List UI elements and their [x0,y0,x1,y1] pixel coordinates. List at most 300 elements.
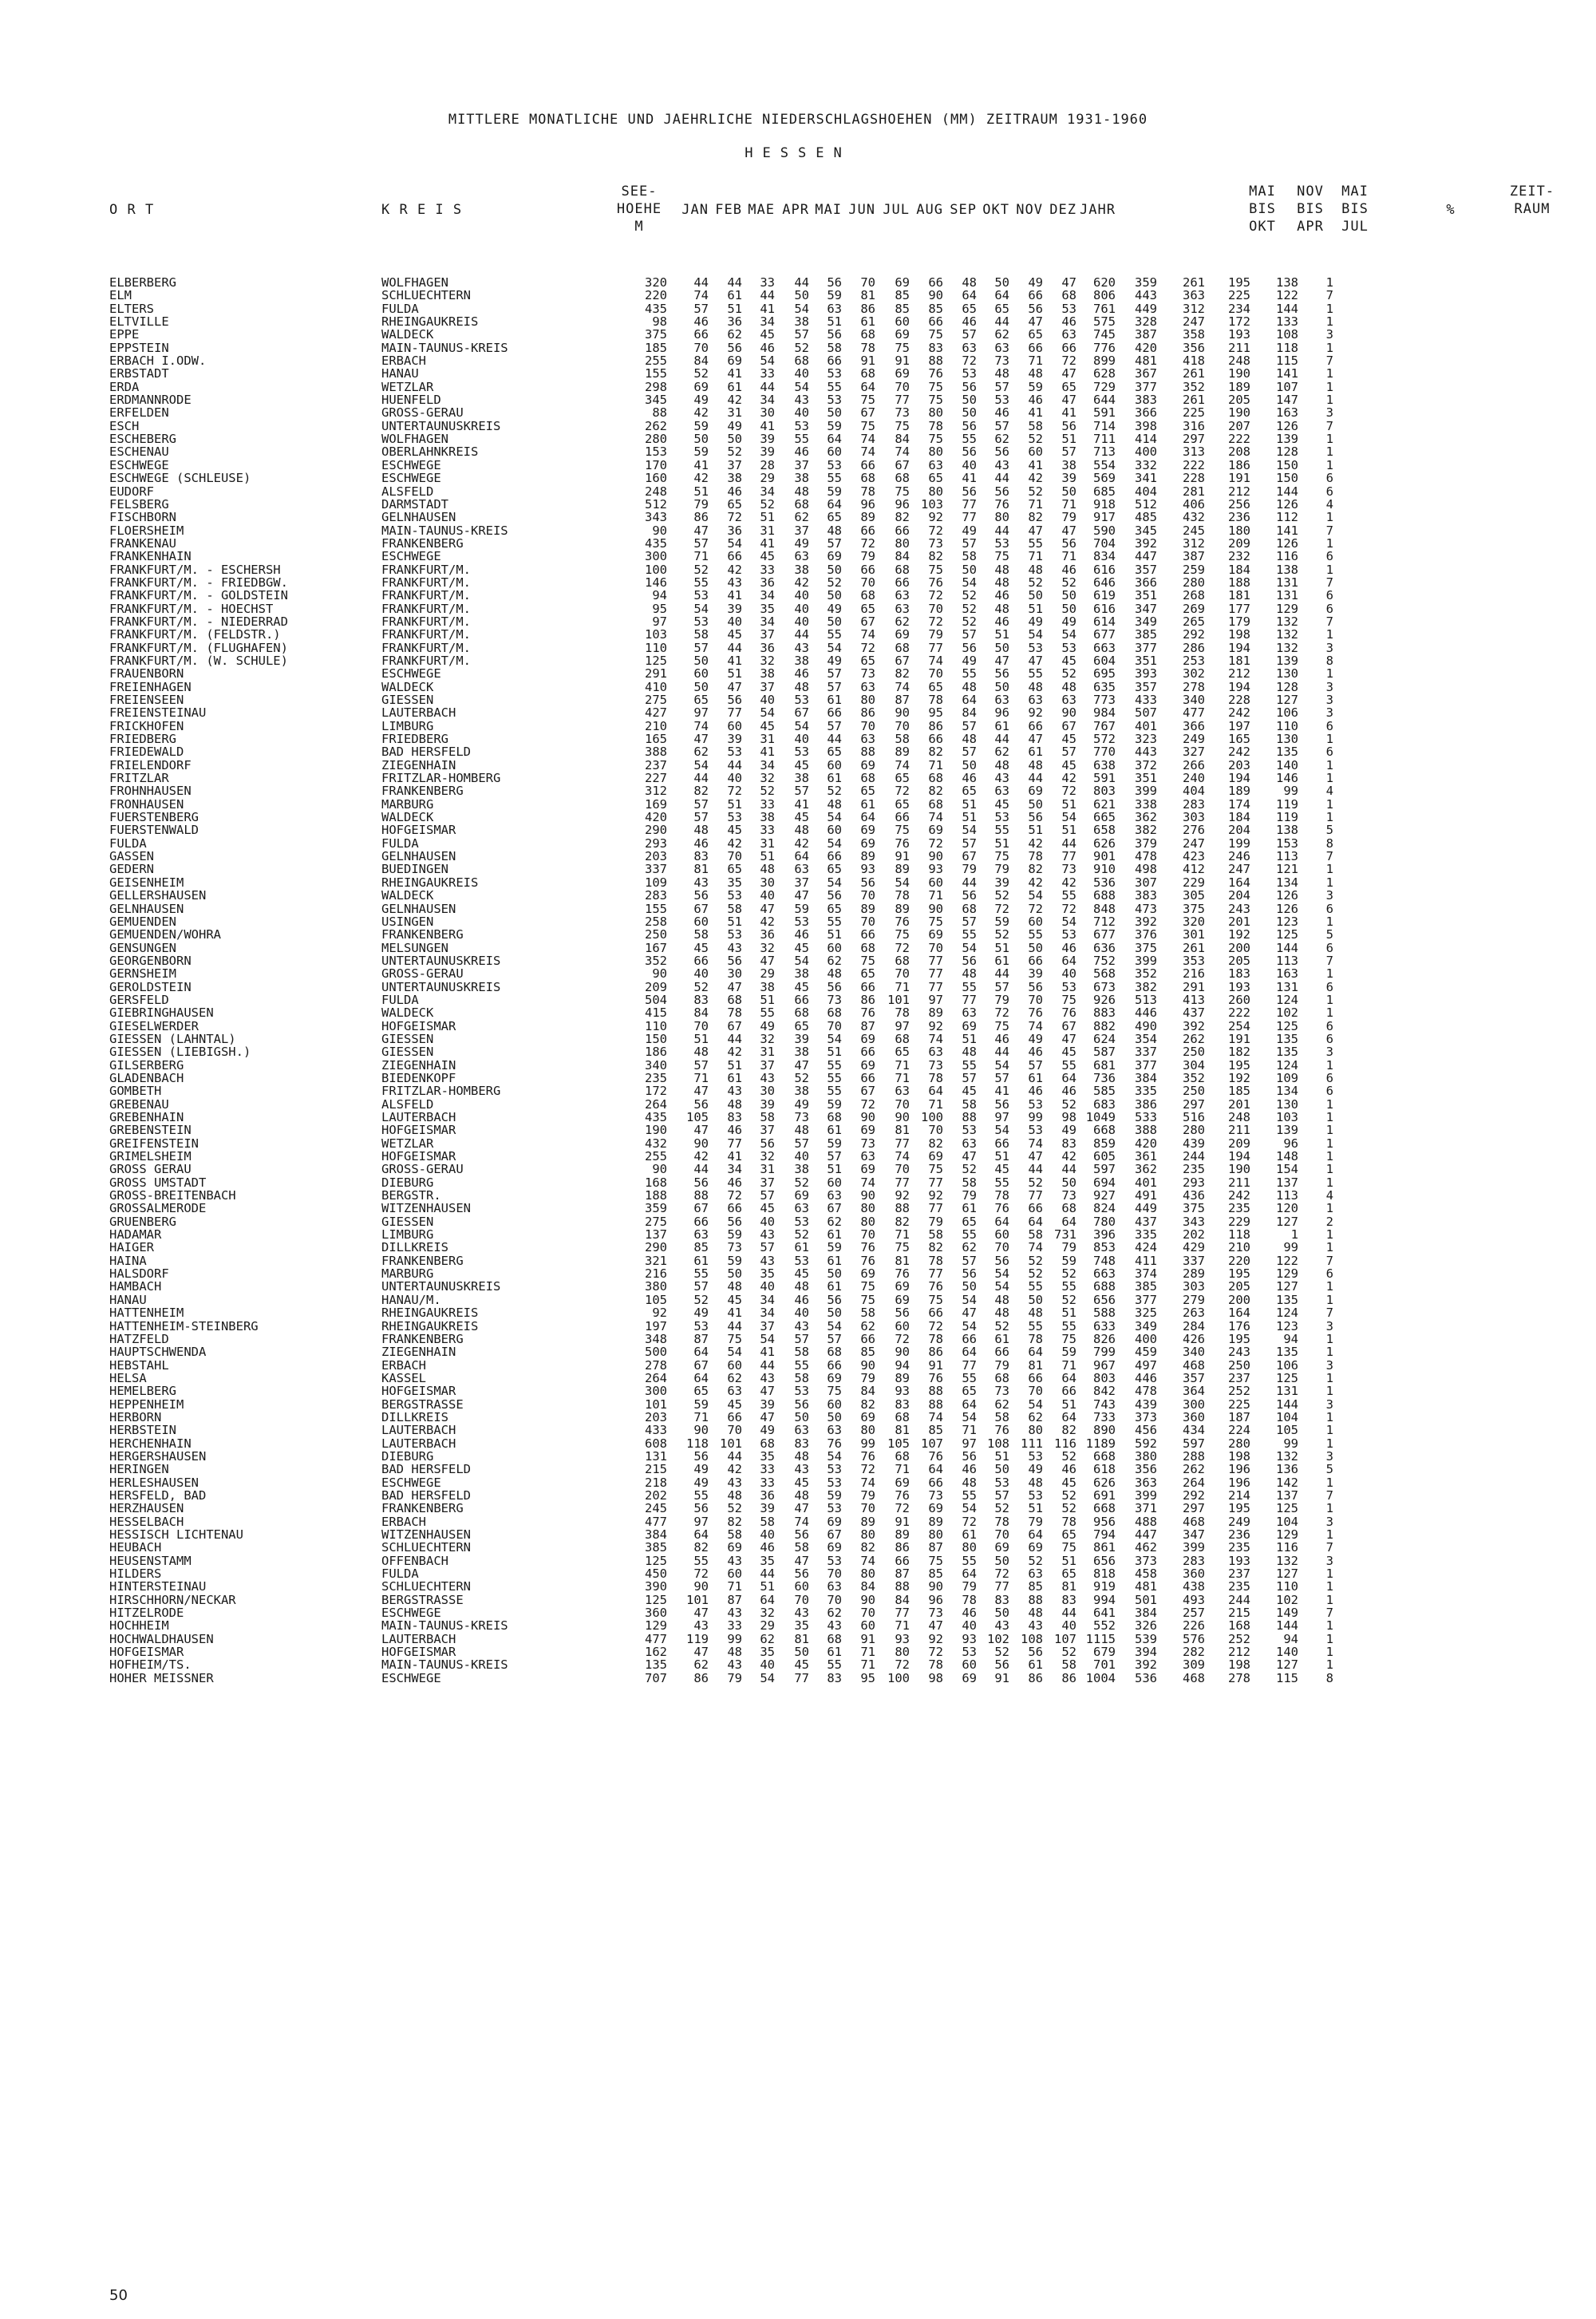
cell-value: 60 [794,1579,809,1594]
cell-value: 57 [994,418,1009,433]
cell-value: 90 [895,1110,910,1124]
cell-value: 40 [760,1527,775,1542]
cell-value: 268 [1183,588,1205,603]
cell-value: 63 [962,1136,977,1151]
cell-value: 53 [727,810,742,825]
cell-value: 71 [860,1657,875,1673]
cell-value: 733 [1093,1409,1116,1424]
cell-value: 75 [727,1331,742,1346]
cell-value: 575 [1093,314,1116,330]
cell-value: 679 [1093,1645,1116,1660]
cell-value: 341 [1135,471,1157,486]
cell-value: 288 [1183,1448,1205,1464]
cell-value: 68 [895,640,910,655]
cell-value: 50 [1061,484,1077,499]
cell-value: 43 [794,393,809,408]
cell-kreis: RHEINGAUKREIS [381,314,479,330]
cell-value: 65 [693,693,709,707]
cell-value: 427 [645,705,667,721]
cell-value: 418 [1183,354,1205,369]
cell-ort: EUDORF [109,484,154,499]
cell-value: 64 [1028,1345,1043,1360]
cell-value: 3 [1325,1357,1333,1373]
table-row [0,850,1596,863]
cell-value: 711 [1093,432,1116,447]
cell-value: 45 [760,1201,775,1216]
table-row [0,745,1596,758]
cell-value: 46 [1028,393,1043,408]
cell-value: 293 [645,836,667,851]
cell-value: 135 [1276,1345,1298,1360]
cell-value: 57 [794,1136,809,1151]
cell-value: 95 [860,1670,875,1685]
cell-value: 165 [1228,732,1250,747]
cell-value: 56 [994,1096,1009,1112]
cell-value: 101 [645,1397,667,1412]
cell-kreis: FULDA [381,992,419,1007]
cell-ort: GREIFENSTEIN [109,1136,199,1151]
cell-value: 113 [1276,849,1298,864]
cell-value: 129 [1276,1527,1298,1542]
cell-value: 40 [962,1618,977,1634]
table-row [0,406,1596,419]
cell-value: 127 [1276,1566,1298,1582]
cell-kreis: LIMBURG [381,1227,434,1242]
cell-value: 87 [693,1331,709,1346]
cell-value: 48 [794,1123,809,1138]
cell-ort: HERZHAUSEN [109,1501,184,1516]
cell-value: 234 [1228,301,1250,316]
cell-value: 35 [794,1618,809,1634]
cell-value: 38 [794,314,809,330]
cell-value: 44 [727,1318,742,1333]
cell-value: 890 [1093,1423,1116,1438]
cell-value: 420 [1135,1136,1157,1151]
cell-value: 66 [727,1201,742,1216]
cell-value: 38 [794,471,809,486]
cell-value: 45 [794,940,809,955]
cell-value: 6 [1325,718,1333,733]
header-seehoehe: SEE- [621,184,658,200]
cell-value: 352 [1183,1070,1205,1085]
cell-kreis: GROSS-GERAU [381,405,464,421]
cell-value: 48 [994,1306,1009,1321]
cell-value: 44 [727,1448,742,1464]
cell-value: 54 [727,535,742,551]
cell-value: 67 [1061,1018,1077,1033]
cell-value: 269 [1183,601,1205,616]
cell-value: 491 [1135,1188,1157,1203]
cell-value: 63 [994,693,1009,707]
cell-value: 6 [1325,979,1333,994]
cell-value: 220 [1228,1253,1250,1268]
cell-value: 236 [1228,510,1250,525]
cell-value: 60 [1028,444,1043,460]
cell-value: 61 [827,1123,842,1138]
cell-ort: ESCHWEGE [109,457,169,472]
cell-value: 52 [1028,575,1043,590]
cell-value: 65 [860,784,875,799]
cell-value: 423 [1183,849,1205,864]
cell-value: 300 [1183,1397,1205,1412]
cell-value: 51 [827,927,842,942]
table-body [0,276,1596,1685]
cell-value: 68 [962,901,977,916]
cell-kreis: MARBURG [381,796,434,812]
cell-value: 89 [928,1005,943,1021]
cell-value: 450 [645,1566,667,1582]
cell-value: 69 [727,354,742,369]
cell-ort: HALSDORF [109,1266,169,1282]
cell-value: 61 [827,1253,842,1268]
cell-value: 349 [1135,1318,1157,1333]
cell-value: 141 [1276,366,1298,381]
cell-value: 57 [693,1279,709,1294]
cell-value: 110 [1276,1579,1298,1594]
cell-value: 40 [727,771,742,786]
cell-ort: GEROLDSTEIN [109,979,192,994]
table-row [0,1098,1596,1111]
cell-value: 1 [1325,796,1333,812]
table-row [0,472,1596,484]
cell-ort: FUERSTENWALD [109,823,199,838]
cell-value: 633 [1093,1318,1116,1333]
cell-value: 43 [994,771,1009,786]
cell-value: 91 [860,354,875,369]
cell-value: 673 [1093,979,1116,994]
cell-value: 55 [693,1553,709,1568]
cell-value: 290 [645,823,667,838]
cell-value: 6 [1325,471,1333,486]
cell-value: 48 [727,1487,742,1503]
cell-value: 55 [794,1357,809,1373]
cell-value: 40 [794,588,809,603]
cell-value: 1 [1325,875,1333,890]
cell-value: 264 [645,1096,667,1112]
cell-kreis: FULDA [381,1566,419,1582]
cell-value: 48 [827,523,842,538]
cell-value: 199 [1228,836,1250,851]
cell-value: 37 [794,457,809,472]
table-row [0,967,1596,980]
cell-value: 40 [962,457,977,472]
cell-value: 67 [693,1357,709,1373]
cell-value: 65 [1061,1527,1077,1542]
cell-value: 74 [928,1409,943,1424]
cell-value: 235 [1228,1579,1250,1594]
cell-value: 80 [860,1423,875,1438]
cell-value: 149 [1276,1606,1298,1621]
cell-kreis: BERGSTRASSE [381,1592,464,1607]
cell-value: 70 [928,666,943,681]
cell-value: 44 [994,966,1009,982]
cell-value: 63 [928,457,943,472]
cell-value: 1 [1325,379,1333,394]
cell-value: 360 [645,1606,667,1621]
cell-value: 353 [1183,953,1205,968]
cell-value: 40 [794,732,809,747]
cell-value: 102 [987,1631,1009,1646]
cell-value: 7 [1325,614,1333,629]
cell-value: 52 [994,1645,1009,1660]
cell-value: 76 [928,366,943,381]
cell-value: 51 [727,666,742,681]
cell-value: 77 [794,1670,809,1685]
cell-kreis: LIMBURG [381,718,434,733]
cell-value: 668 [1093,1501,1116,1516]
cell-value: 366 [1135,575,1157,590]
cell-value: 79 [962,1188,977,1203]
cell-kreis: FRANKENBERG [381,535,464,551]
cell-value: 68 [794,1005,809,1021]
cell-value: 48 [1028,1606,1043,1621]
cell-value: 53 [1028,1123,1043,1138]
cell-value: 302 [1183,666,1205,681]
cell-value: 265 [1183,614,1205,629]
cell-value: 52 [693,366,709,381]
cell-value: 55 [1061,1318,1077,1333]
cell-value: 533 [1135,1110,1157,1124]
cell-kreis: ERBACH [381,1514,426,1529]
cell-value: 57 [693,640,709,655]
cell-value: 52 [1061,1501,1077,1516]
cell-value: 150 [1276,471,1298,486]
cell-value: 49 [693,1475,709,1490]
cell-value: 43 [727,1657,742,1673]
cell-value: 83 [693,849,709,864]
cell-value: 59 [693,444,709,460]
cell-value: 663 [1093,640,1116,655]
table-row [0,1084,1596,1097]
cell-value: 468 [1183,1514,1205,1529]
cell-value: 78 [928,1657,943,1673]
cell-value: 49 [827,653,842,668]
cell-value: 41 [1061,405,1077,421]
cell-value: 77 [994,1579,1009,1594]
cell-value: 51 [727,301,742,316]
cell-value: 134 [1276,875,1298,890]
cell-value: 259 [1183,562,1205,577]
table-row [0,772,1596,784]
cell-value: 76 [860,1253,875,1268]
cell-value: 568 [1093,966,1116,982]
cell-value: 146 [1276,771,1298,786]
cell-value: 88 [928,354,943,369]
cell-value: 54 [1061,914,1077,929]
cell-value: 400 [1135,444,1157,460]
cell-value: 731 [1054,1227,1077,1242]
cell-value: 382 [1135,823,1157,838]
cell-value: 43 [1028,1618,1043,1634]
cell-value: 54 [1028,888,1043,903]
table-row [0,342,1596,354]
cell-value: 66 [827,705,842,721]
cell-value: 47 [760,901,775,916]
cell-value: 68 [860,471,875,486]
cell-value: 75 [928,1162,943,1177]
cell-value: 76 [860,1240,875,1255]
cell-value: 56 [860,875,875,890]
cell-ort: ERDMANNRODE [109,393,192,408]
cell-value: 248 [1228,1110,1250,1124]
table-row [0,733,1596,745]
cell-value: 80 [895,535,910,551]
cell-value: 44 [760,379,775,394]
table-row [0,1137,1596,1150]
cell-kreis: KASSEL [381,1370,426,1385]
cell-kreis: GELNHAUSEN [381,510,456,525]
cell-value: 43 [994,1618,1009,1634]
cell-value: 62 [994,1397,1009,1412]
cell-value: 126 [1276,888,1298,903]
cell-value: 71 [1061,1357,1077,1373]
cell-value: 228 [1228,693,1250,707]
cell-value: 93 [895,1384,910,1399]
cell-ort: GIESSEN (LIEBIGSH.) [109,1045,251,1060]
cell-value: 286 [1183,640,1205,655]
cell-value: 30 [760,1084,775,1099]
cell-value: 399 [1135,953,1157,968]
cell-value: 69 [994,1540,1009,1555]
cell-value: 29 [760,966,775,982]
cell-value: 859 [1093,1136,1116,1151]
cell-value: 84 [860,1384,875,1399]
cell-value: 168 [1228,1618,1250,1634]
cell-value: 247 [1183,836,1205,851]
cell-value: 258 [645,914,667,929]
cell-value: 138 [1276,562,1298,577]
cell-value: 34 [760,484,775,499]
cell-value: 42 [1061,1149,1077,1164]
cell-value: 52 [994,1501,1009,1516]
cell-value: 250 [1183,1045,1205,1060]
cell-value: 799 [1093,1345,1116,1360]
cell-value: 186 [645,1045,667,1060]
table-row [0,381,1596,393]
cell-value: 638 [1093,757,1116,772]
cell-value: 552 [1093,1618,1116,1634]
cell-value: 261 [1183,366,1205,381]
table-row [0,1672,1596,1685]
cell-ort: HATTENHEIM [109,1306,184,1321]
cell-value: 190 [1228,366,1250,381]
cell-value: 493 [1183,1592,1205,1607]
cell-value: 48 [794,823,809,838]
cell-value: 61 [962,1527,977,1542]
cell-value: 100 [887,1670,910,1685]
cell-value: 59 [827,1240,842,1255]
cell-kreis: GIESSEN [381,1214,434,1229]
cell-value: 266 [1183,757,1205,772]
cell-value: 363 [1135,1475,1157,1490]
table-title: MITTLERE MONATLICHE UND JAEHRLICHE NIEDERSCHLAGSHOEHEN (MM) ZEITRAUM 1931-1960 [448,112,1148,128]
cell-value: 102 [1276,1592,1298,1607]
cell-value: 33 [760,366,775,381]
cell-value: 72 [860,1462,875,1477]
cell-value: 177 [1228,601,1250,616]
cell-value: 83 [1061,1136,1077,1151]
cell-value: 92 [928,1631,943,1646]
header-month: JUL [883,202,910,218]
cell-value: 48 [827,796,842,812]
cell-value: 73 [994,354,1009,369]
cell-value: 198 [1228,1448,1250,1464]
cell-value: 65 [962,1214,977,1229]
cell-ort: GEDERN [109,862,154,877]
cell-value: 646 [1093,575,1116,590]
cell-value: 37 [760,1318,775,1333]
cell-value: 104 [1276,1514,1298,1529]
cell-value: 261 [1183,940,1205,955]
cell-value: 278 [1228,1670,1250,1685]
cell-value: 429 [1183,1240,1205,1255]
cell-value: 45 [760,718,775,733]
table-row [0,511,1596,523]
cell-value: 70 [860,1227,875,1242]
cell-value: 39 [794,1031,809,1046]
cell-ort: GREBENHAIN [109,1110,184,1124]
cell-value: 435 [645,535,667,551]
cell-value: 55 [962,1553,977,1568]
cell-value: 477 [645,1514,667,1529]
cell-value: 56 [727,953,742,968]
cell-value: 247 [1228,862,1250,877]
cell-value: 901 [1093,849,1116,864]
cell-value: 264 [1183,1475,1205,1490]
cell-value: 42 [1061,875,1077,890]
cell-value: 68 [860,327,875,342]
cell-value: 131 [1276,588,1298,603]
cell-value: 367 [1135,366,1157,381]
table-row [0,681,1596,693]
cell-value: 44 [760,1357,775,1373]
cell-value: 377 [1135,1292,1157,1307]
cell-value: 216 [645,1266,667,1282]
cell-value: 88 [895,1201,910,1216]
cell-value: 56 [962,444,977,460]
cell-kreis: ESCHWEGE [381,666,441,681]
cell-value: 50 [962,405,977,421]
cell-value: 55 [962,1227,977,1242]
table-row [0,1515,1596,1528]
cell-value: 392 [1135,914,1157,929]
cell-value: 83 [827,1670,842,1685]
cell-value: 39 [760,444,775,460]
cell-value: 55 [827,1057,842,1073]
cell-value: 84 [693,354,709,369]
cell-value: 619 [1093,588,1116,603]
cell-value: 57 [962,535,977,551]
cell-value: 182 [1228,1045,1250,1060]
cell-value: 74 [928,1031,943,1046]
cell-value: 194 [1228,1149,1250,1164]
cell-value: 45 [693,940,709,955]
cell-value: 52 [962,601,977,616]
cell-value: 181 [1228,588,1250,603]
cell-value: 85 [928,1423,943,1438]
cell-value: 79 [1028,1514,1043,1529]
cell-value: 1 [1325,535,1333,551]
cell-value: 68 [860,771,875,786]
cell-value: 51 [1028,1501,1043,1516]
cell-value: 32 [760,771,775,786]
cell-value: 70 [860,275,875,290]
cell-value: 337 [1183,1253,1205,1268]
cell-value: 81 [1061,1579,1077,1594]
cell-value: 201 [1228,1096,1250,1112]
cell-value: 281 [1183,484,1205,499]
cell-ort: FELSBERG [109,496,169,512]
